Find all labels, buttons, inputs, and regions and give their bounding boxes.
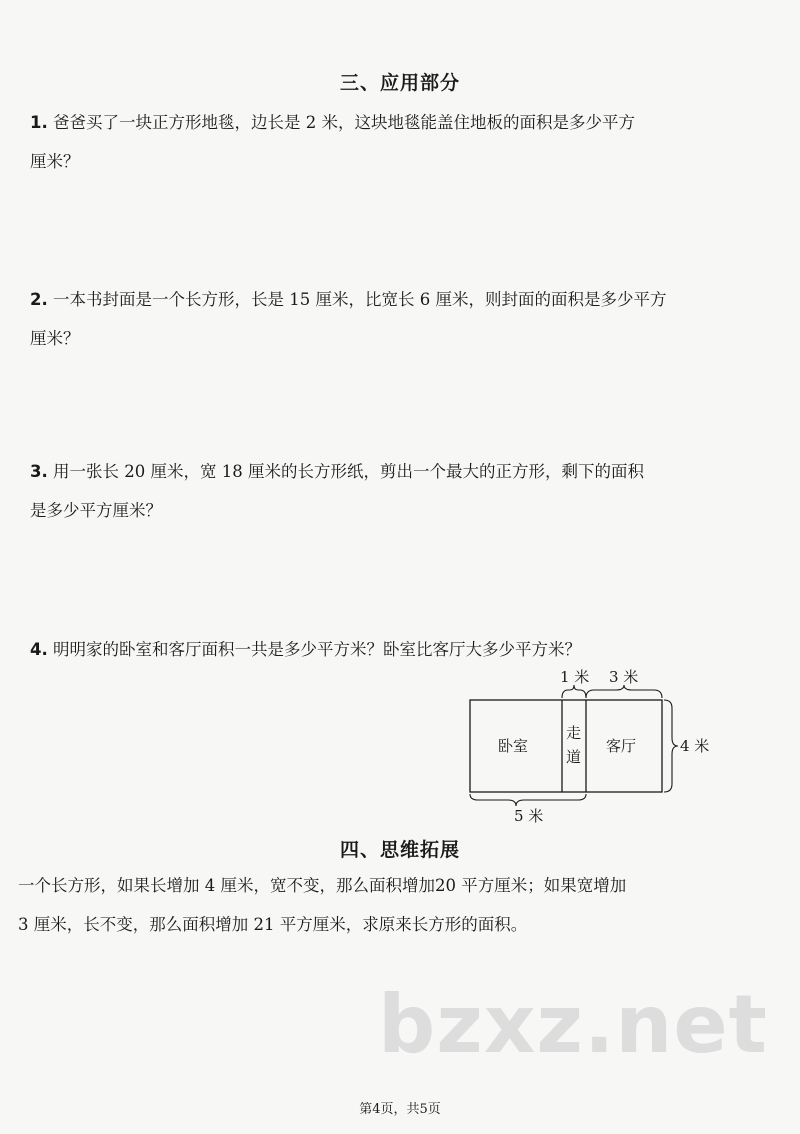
question-text: 一本书封面是一个长方形，长是 15 厘米，比宽长 6 厘米，则封面的面积是多少平方: [53, 290, 667, 309]
question-text-continued: 是多少平方厘米？: [30, 501, 162, 520]
bedroom-width-label: 5 米: [514, 807, 544, 825]
corridor-label-bottom: 道: [566, 748, 582, 766]
height-label: 4 米: [680, 737, 710, 755]
corridor-width-brace: [562, 685, 586, 698]
question-3: [30, 452, 775, 530]
question-text-continued: 厘米？: [30, 152, 80, 171]
question-number: 3.: [30, 462, 48, 481]
corridor-width-label: 1 米: [560, 668, 590, 686]
floor-plan-diagram: [440, 665, 740, 825]
bedroom-width-brace: [470, 794, 586, 806]
question-1: [30, 103, 775, 181]
question-number: 1.: [30, 113, 48, 132]
thinking-question-line-1: 一个长方形，如果长增加 4 厘米，宽不变，那么面积增加20 平方厘米；如果宽增加: [18, 876, 627, 895]
question-4: [30, 630, 775, 669]
bedroom-label: 卧室: [498, 737, 529, 755]
height-brace: [664, 700, 678, 792]
question-text: 用一张长 20 厘米，宽 18 厘米的长方形纸，剪出一个最大的正方形，剩下的面积: [53, 462, 644, 481]
page-footer: 第4页，共5页: [359, 1102, 441, 1117]
thinking-question: [18, 866, 788, 944]
question-text: 爸爸买了一块正方形地毯，边长是 2 米，这块地毯能盖住地板的面积是多少平方: [53, 113, 635, 132]
living-width-label: 3 米: [609, 668, 639, 686]
thinking-question-line-2: 3 厘米，长不变，那么面积增加 21 平方厘米，求原来长方形的面积。: [18, 915, 528, 934]
section-title-application: 三、应用部分: [339, 72, 460, 94]
question-2: [30, 280, 775, 358]
living-room-label: 客厅: [606, 737, 637, 755]
watermark: bzxz.net: [378, 978, 768, 1071]
corridor-label-top: 走: [566, 724, 582, 742]
question-number: 4.: [30, 640, 48, 659]
section-title-thinking: 四、思维拓展: [339, 839, 460, 861]
question-number: 2.: [30, 290, 48, 309]
question-text-continued: 厘米？: [30, 329, 80, 348]
question-text: 明明家的卧室和客厅面积一共是多少平方米？卧室比客厅大多少平方米？: [53, 640, 581, 659]
living-width-brace: [586, 685, 662, 698]
